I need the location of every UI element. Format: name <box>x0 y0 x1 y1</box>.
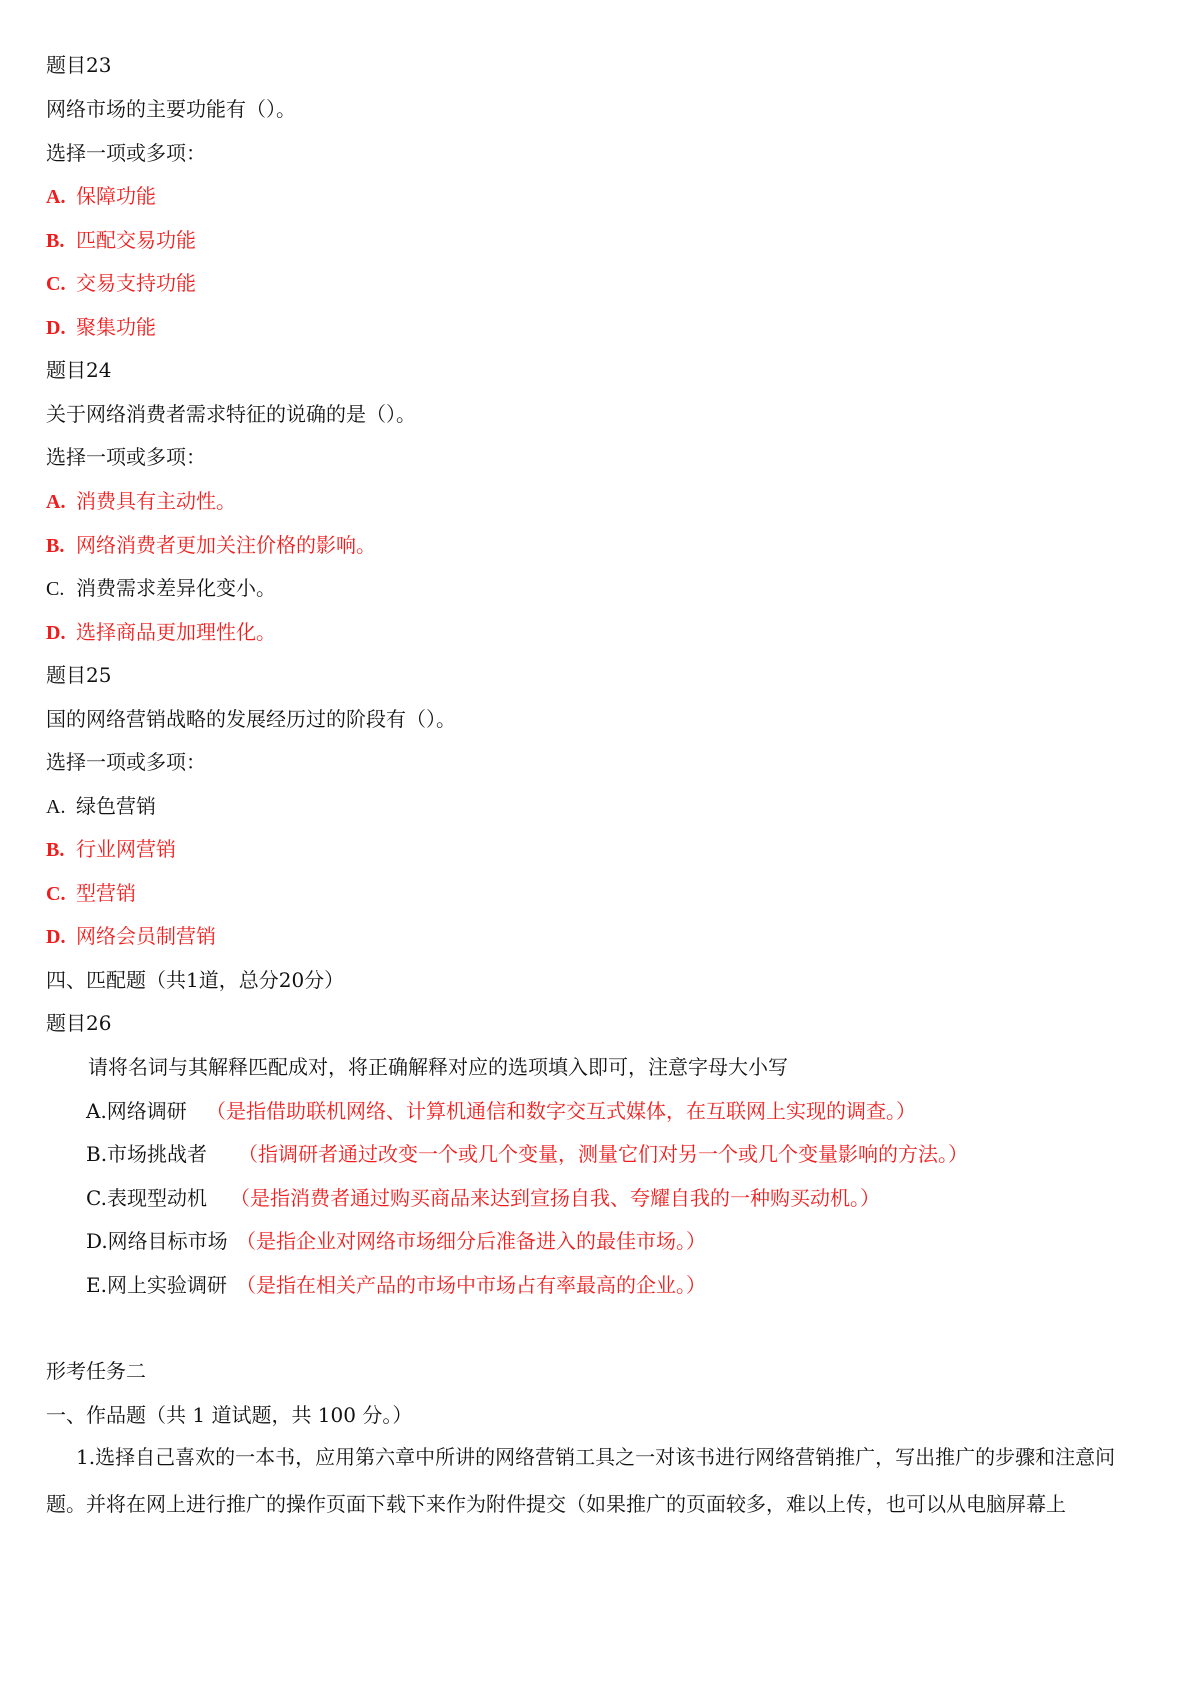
option-text: 行业网营销 <box>76 837 176 861</box>
match-term: A.网络调研 <box>86 1099 187 1123</box>
task-2-paragraph: 1.选择自己喜欢的一本书，应用第六章中所讲的网络营销工具之一对该书进行网络营销推广，写出推广的步骤和注意问题。并将在网上进行推广的操作页面下载下来作为附件提交（如果推广的页面较多，难以上传，也可以从电脑屏幕上 <box>46 1445 1116 1516</box>
task-2-section-heading: 一、作品题（共 1 道试题，共 100 分。） <box>46 1403 413 1427</box>
q23-option-a <box>46 183 156 210</box>
task-2-title: 形考任务二 <box>46 1359 146 1383</box>
question-23-prompt: 选择一项或多项： <box>46 141 206 165</box>
match-pair-e <box>86 1272 706 1298</box>
match-pair-d <box>86 1228 706 1254</box>
option-letter: D. <box>46 317 66 339</box>
option-text: 交易支持功能 <box>76 271 196 295</box>
match-answer: （是指消费者通过购买商品来达到宣扬自我、夸耀自我的一种购买动机。） <box>230 1186 880 1210</box>
question-25-text: 国的网络营销战略的发展经历过的阶段有（）。 <box>46 707 456 731</box>
q24-option-a <box>46 488 236 515</box>
match-term: D.网络目标市场 <box>86 1229 228 1253</box>
option-text: 网络消费者更加关注价格的影响。 <box>76 533 376 557</box>
q25-option-b <box>46 836 176 863</box>
match-pair-c <box>86 1185 880 1211</box>
option-letter: B. <box>46 535 65 557</box>
option-text: 网络会员制营销 <box>76 924 216 948</box>
match-answer: （指调研者通过改变一个或几个变量，测量它们对另一个或几个变量影响的方法。） <box>238 1142 968 1166</box>
option-text: 型营销 <box>76 881 136 905</box>
option-letter: C. <box>46 273 66 295</box>
question-26-instruction: 请将名词与其解释匹配成对，将正确解释对应的选项填入即可，注意字母大小写 <box>88 1055 788 1079</box>
q25-option-c <box>46 880 136 907</box>
question-25-title: 题目25 <box>46 663 112 687</box>
match-term: B.市场挑战者 <box>86 1142 208 1166</box>
match-answer: （是指在相关产品的市场中市场占有率最高的企业。） <box>236 1273 706 1297</box>
option-letter: A. <box>46 186 66 208</box>
question-26-title: 题目26 <box>46 1011 112 1035</box>
option-letter: A. <box>46 796 66 818</box>
option-text: 聚集功能 <box>76 315 156 339</box>
match-term: E.网上实验调研 <box>86 1273 227 1297</box>
q25-option-d <box>46 923 216 950</box>
option-letter: A. <box>46 491 66 513</box>
match-pair-b <box>86 1141 968 1167</box>
question-24-title: 题目24 <box>46 358 112 382</box>
question-24-prompt: 选择一项或多项： <box>46 445 206 469</box>
option-letter: D. <box>46 622 66 644</box>
q23-option-b <box>46 227 196 254</box>
question-25-prompt: 选择一项或多项： <box>46 750 206 774</box>
option-text: 选择商品更加理性化。 <box>76 620 276 644</box>
option-text: 消费需求差异化变小。 <box>76 576 276 600</box>
q24-option-d <box>46 619 276 646</box>
q24-option-c <box>46 575 276 602</box>
option-letter: C. <box>46 578 65 600</box>
option-text: 绿色营销 <box>76 794 156 818</box>
match-answer: （是指借助联机网络、计算机通信和数字交互式媒体，在互联网上实现的调查。） <box>206 1099 916 1123</box>
q24-option-b <box>46 532 376 559</box>
q23-option-c <box>46 270 196 297</box>
section-4-heading: 四、匹配题（共1道，总分20分） <box>46 968 345 992</box>
question-24-text: 关于网络消费者需求特征的说确的是（）。 <box>46 402 416 426</box>
option-text: 消费具有主动性。 <box>76 489 236 513</box>
match-answer: （是指企业对网络市场细分后准备进入的最佳市场。） <box>236 1229 706 1253</box>
option-letter: B. <box>46 839 65 861</box>
option-text: 匹配交易功能 <box>76 228 196 252</box>
option-letter: B. <box>46 230 65 252</box>
question-23-title: 题目23 <box>46 53 112 77</box>
option-letter: C. <box>46 883 66 905</box>
option-text: 保障功能 <box>76 184 156 208</box>
match-term: C.表现型动机 <box>86 1186 207 1210</box>
q25-option-a <box>46 793 156 820</box>
q23-option-d <box>46 314 156 341</box>
question-23-text: 网络市场的主要功能有（）。 <box>46 97 296 121</box>
option-letter: D. <box>46 926 66 948</box>
match-pair-a <box>86 1098 916 1124</box>
